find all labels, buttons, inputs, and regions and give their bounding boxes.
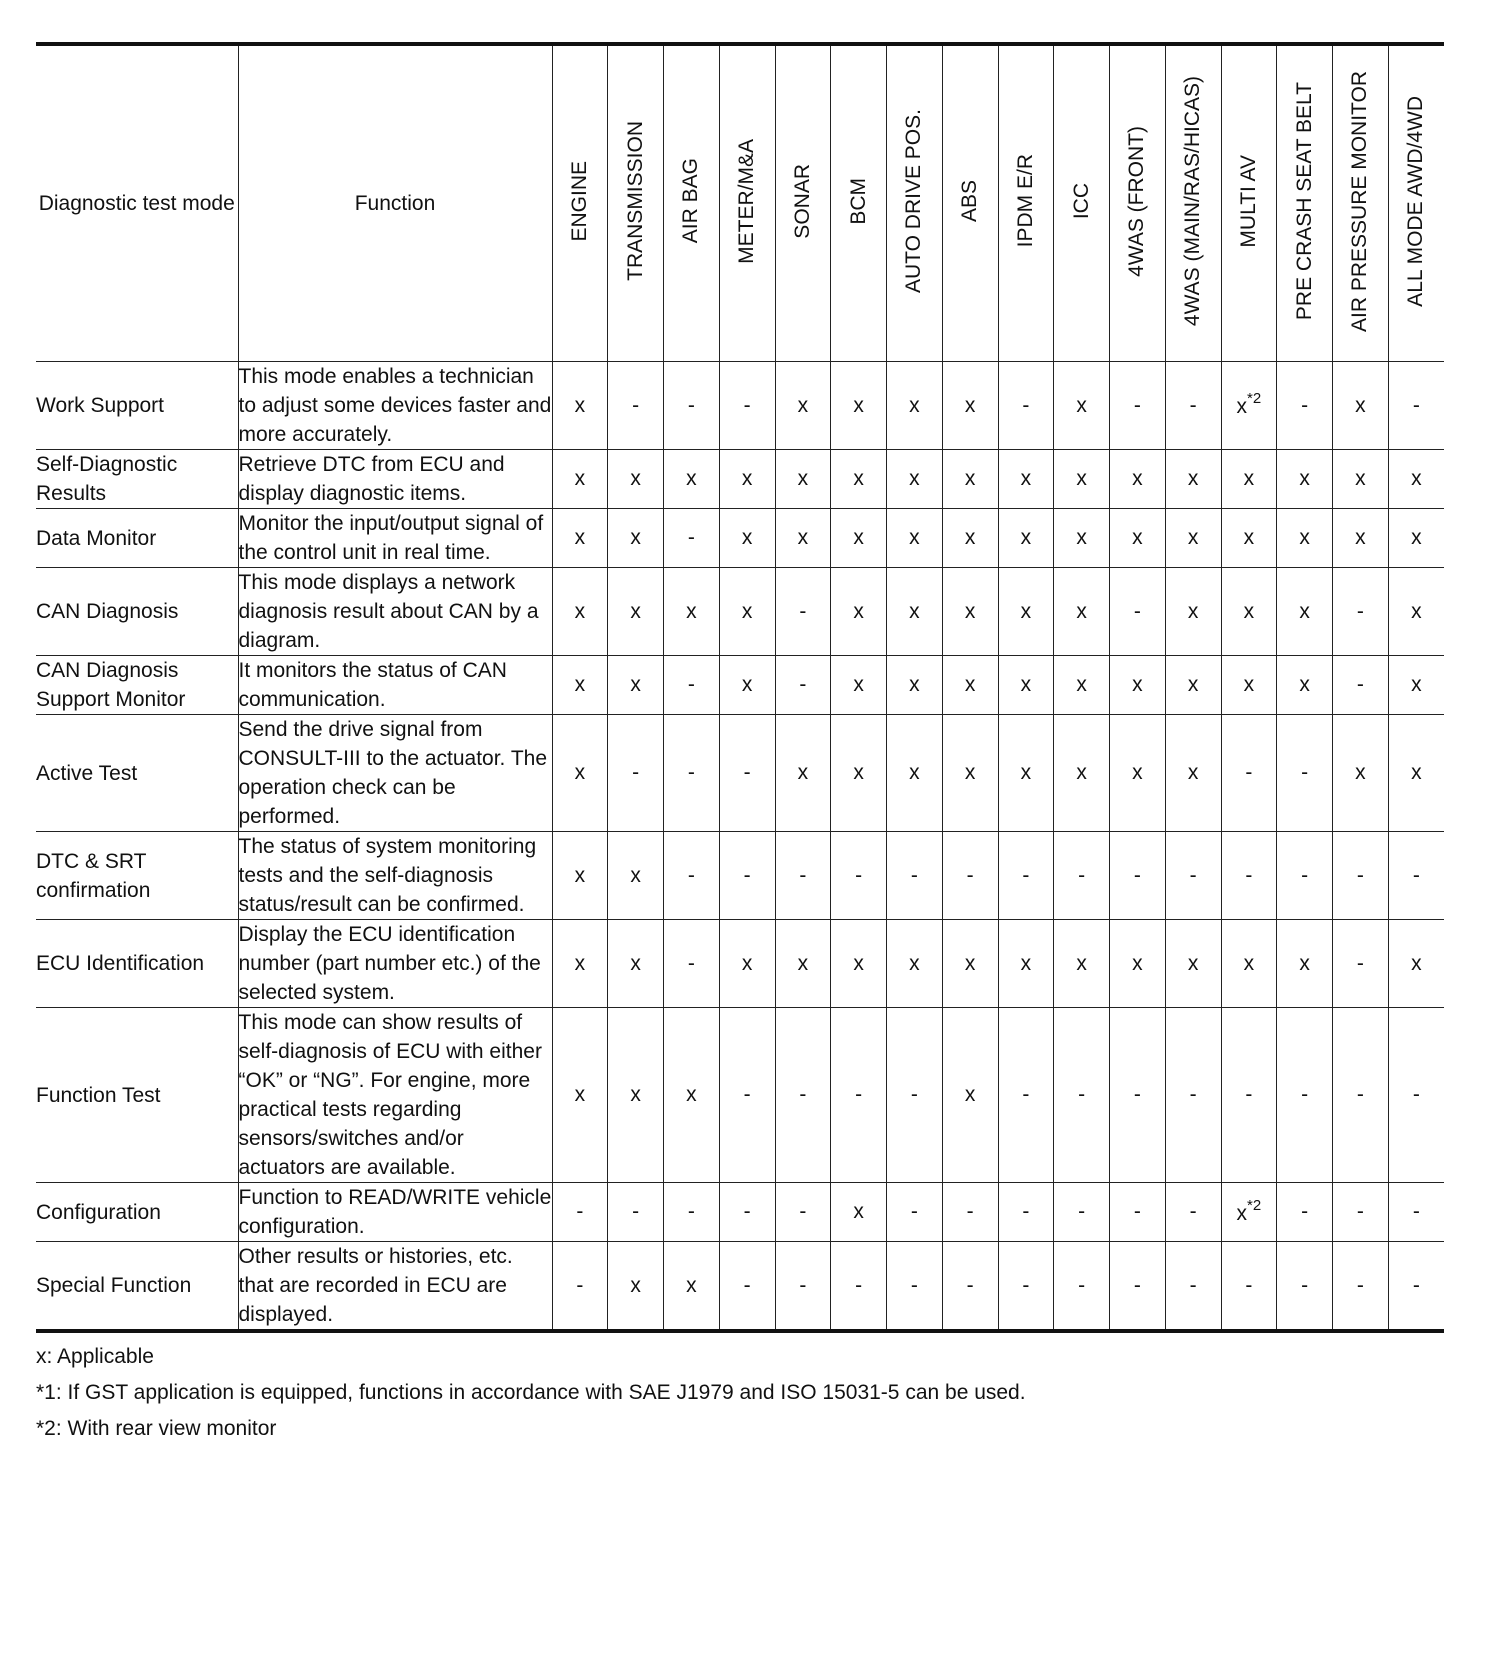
- applicability-cell: -: [1165, 362, 1221, 450]
- applicability-cell: x: [552, 362, 608, 450]
- table-row: [36, 656, 1444, 715]
- applicability-cell: -: [1388, 1183, 1444, 1242]
- note-2: *2: With rear view monitor: [36, 1417, 277, 1440]
- system-column-header: [608, 44, 664, 362]
- function-cell: This mode displays a network diagnosis result about CAN by a diagram.: [238, 568, 552, 656]
- applicability-cell: x: [552, 568, 608, 656]
- applicability-cell: x: [942, 715, 998, 832]
- applicability-cell: x: [887, 362, 943, 450]
- applicability-cell: x: [887, 920, 943, 1008]
- note-1: *1: If GST application is equipped, functions in accordance with SAE J1979 and ISO 15031-5 can be used.: [36, 1381, 1026, 1404]
- applicability-cell: -: [942, 832, 998, 920]
- applicability-cell: x: [998, 450, 1054, 509]
- table-row: [36, 920, 1444, 1008]
- function-cell: Function to READ/WRITE vehicle configuration.: [238, 1183, 552, 1242]
- system-header-label: ICC: [1069, 182, 1093, 220]
- applicability-cell: -: [719, 832, 775, 920]
- applicability-cell: -: [719, 362, 775, 450]
- system-header-label: PRE CRASH SEAT BELT: [1292, 81, 1316, 321]
- system-header-label: AUTO DRIVE POS.: [902, 109, 926, 293]
- table-row: [36, 832, 1444, 920]
- table-row: [36, 509, 1444, 568]
- applicability-cell: -: [1054, 832, 1110, 920]
- function-cell: This mode can show results of self-diagnosis of ECU with either “OK” or “NG”. For engine, more practical tests regarding sensors/switches and/or actuators are available.: [238, 1008, 552, 1183]
- mode-cell: Data Monitor: [36, 509, 238, 568]
- applicability-cell: -: [775, 1183, 831, 1242]
- applicability-cell: -: [1277, 715, 1333, 832]
- applicability-cell: -: [1388, 1242, 1444, 1332]
- system-column-header: [1277, 44, 1333, 362]
- table-row: [36, 450, 1444, 509]
- applicability-cell: -: [942, 1183, 998, 1242]
- mode-cell: Configuration: [36, 1183, 238, 1242]
- applicability-cell: -: [775, 832, 831, 920]
- applicability-cell: x: [1110, 509, 1166, 568]
- table-row: [36, 568, 1444, 656]
- applicability-cell: -: [1277, 1183, 1333, 1242]
- applicability-cell: x: [664, 1242, 720, 1332]
- system-header-label: BCM: [846, 177, 870, 225]
- applicability-cell: x: [1054, 509, 1110, 568]
- applicability-cell: x: [664, 1008, 720, 1183]
- applicability-cell: -: [1333, 920, 1389, 1008]
- applicability-cell: x: [942, 920, 998, 1008]
- applicability-cell: -: [552, 1242, 608, 1332]
- applicability-cell: -: [1110, 1183, 1166, 1242]
- applicability-cell: -: [1333, 1183, 1389, 1242]
- system-header-label: ABS: [958, 179, 982, 223]
- system-header-label: 4WAS (MAIN/RAS/HICAS): [1181, 75, 1205, 327]
- applicability-cell: x: [942, 362, 998, 450]
- mode-cell: DTC & SRT confirmation: [36, 832, 238, 920]
- applicability-cell: -: [1333, 656, 1389, 715]
- applicability-cell: x: [608, 450, 664, 509]
- applicability-cell: x: [998, 715, 1054, 832]
- applicability-cell: -: [719, 715, 775, 832]
- applicability-cell: x: [608, 509, 664, 568]
- applicability-cell: x: [831, 1183, 887, 1242]
- applicability-cell: -: [1054, 1008, 1110, 1183]
- applicability-cell: x: [998, 509, 1054, 568]
- applicability-cell: -: [887, 1242, 943, 1332]
- function-cell: Other results or histories, etc. that are recorded in ECU are displayed.: [238, 1242, 552, 1332]
- applicability-cell: x: [608, 920, 664, 1008]
- system-header-label: IPDM E/R: [1013, 154, 1037, 248]
- applicability-cell: x: [1277, 920, 1333, 1008]
- applicability-cell: x: [1110, 920, 1166, 1008]
- applicability-cell: -: [775, 656, 831, 715]
- system-column-header: [775, 44, 831, 362]
- applicability-cell: x: [719, 656, 775, 715]
- applicability-cell: x: [1110, 715, 1166, 832]
- applicability-cell: -: [998, 832, 1054, 920]
- applicability-cell: x: [719, 509, 775, 568]
- applicability-cell: x: [775, 715, 831, 832]
- table-row: [36, 362, 1444, 450]
- table-row: [36, 1008, 1444, 1183]
- applicability-cell: -: [608, 1183, 664, 1242]
- applicability-cell: -: [664, 509, 720, 568]
- applicability-cell: x: [1054, 450, 1110, 509]
- mode-cell: Active Test: [36, 715, 238, 832]
- applicability-cell: -: [1110, 362, 1166, 450]
- applicability-cell: -: [1333, 1008, 1389, 1183]
- applicability-cell: -: [998, 1183, 1054, 1242]
- applicability-cell: x: [1333, 509, 1389, 568]
- applicability-cell: -: [664, 1183, 720, 1242]
- applicability-cell: -: [1221, 1242, 1277, 1332]
- applicability-cell: x: [1221, 920, 1277, 1008]
- applicability-cell: x: [1054, 920, 1110, 1008]
- applicability-cell: x: [775, 450, 831, 509]
- applicability-cell: -: [1277, 362, 1333, 450]
- system-header-label: ALL MODE AWD/4WD: [1404, 95, 1428, 307]
- applicability-cell: -: [998, 1008, 1054, 1183]
- footnote-marker: *2: [1247, 1196, 1262, 1214]
- applicability-cell: x: [719, 920, 775, 1008]
- applicability-cell: -: [1277, 1008, 1333, 1183]
- applicability-cell: -: [1110, 832, 1166, 920]
- applicability-cell: -: [1221, 1008, 1277, 1183]
- applicability-cell: -: [1221, 715, 1277, 832]
- system-column-header: [942, 44, 998, 362]
- applicability-cell: x: [887, 450, 943, 509]
- applicability-cell: x: [608, 568, 664, 656]
- applicability-cell: x: [1221, 568, 1277, 656]
- applicability-cell: x: [552, 715, 608, 832]
- applicability-cell: x: [1388, 715, 1444, 832]
- applicability-cell: x: [831, 920, 887, 1008]
- applicability-cell: x: [942, 450, 998, 509]
- applicability-cell: x: [1165, 920, 1221, 1008]
- function-cell: The status of system monitoring tests and the self-diagnosis status/result can be confirmed.: [238, 832, 552, 920]
- applicability-cell: -: [998, 1242, 1054, 1332]
- applicability-cell: x: [887, 568, 943, 656]
- function-column-header: Function: [238, 44, 552, 362]
- applicability-cell: -: [1110, 1008, 1166, 1183]
- applicability-cell: x: [552, 920, 608, 1008]
- applicability-cell: -: [664, 656, 720, 715]
- applicability-cell: x: [1333, 715, 1389, 832]
- table-row: [36, 715, 1444, 832]
- applicability-cell: $x^{*2}$: [1221, 362, 1277, 450]
- applicability-cell: -: [831, 832, 887, 920]
- diagnostic-table-section: [36, 42, 1444, 1447]
- applicability-cell: x: [1388, 450, 1444, 509]
- applicability-cell: x: [1165, 450, 1221, 509]
- applicability-cell: -: [1165, 1242, 1221, 1332]
- applicability-cell: -: [887, 832, 943, 920]
- mode-cell: Work Support: [36, 362, 238, 450]
- function-cell: Retrieve DTC from ECU and display diagnostic items.: [238, 450, 552, 509]
- applicability-cell: x: [942, 568, 998, 656]
- applicability-cell: x: [1388, 568, 1444, 656]
- applicability-cell: -: [1165, 832, 1221, 920]
- system-column-header: [719, 44, 775, 362]
- applicability-cell: -: [1333, 568, 1389, 656]
- system-header-label: ENGINE: [567, 160, 591, 242]
- system-header-label: 4WAS (FRONT): [1125, 125, 1149, 277]
- mode-cell: ECU Identification: [36, 920, 238, 1008]
- applicability-cell: x: [775, 509, 831, 568]
- applicability-cell: x: [998, 920, 1054, 1008]
- applicability-cell: -: [1165, 1008, 1221, 1183]
- system-header-label: SONAR: [790, 163, 814, 239]
- applicability-cell: -: [1277, 1242, 1333, 1332]
- applicability-cell: x: [887, 509, 943, 568]
- applicability-cell: -: [664, 362, 720, 450]
- system-column-header: [1110, 44, 1166, 362]
- applicability-cell: -: [1333, 1242, 1389, 1332]
- applicability-cell: x: [887, 656, 943, 715]
- applicability-cell: -: [831, 1242, 887, 1332]
- system-column-header: [664, 44, 720, 362]
- applicability-cell: -: [664, 832, 720, 920]
- applicability-cell: x: [664, 568, 720, 656]
- applicability-cell: -: [1388, 832, 1444, 920]
- mode-cell: CAN Diagnosis: [36, 568, 238, 656]
- system-column-header: [1221, 44, 1277, 362]
- applicability-cell: x: [552, 832, 608, 920]
- applicability-cell: x: [942, 1008, 998, 1183]
- system-column-header: [552, 44, 608, 362]
- applicability-cell: x: [552, 656, 608, 715]
- applicability-cell: -: [1054, 1183, 1110, 1242]
- applicability-cell: -: [831, 1008, 887, 1183]
- applicability-cell: x: [1388, 920, 1444, 1008]
- applicability-cell: -: [1165, 1183, 1221, 1242]
- applicability-cell: x: [1388, 656, 1444, 715]
- applicability-cell: x: [1165, 568, 1221, 656]
- system-column-header: [1388, 44, 1444, 362]
- applicability-cell: x: [1277, 450, 1333, 509]
- applicability-cell: x: [1165, 509, 1221, 568]
- applicability-cell: x: [608, 1242, 664, 1332]
- applicability-cell: -: [664, 920, 720, 1008]
- applicability-cell: x: [552, 509, 608, 568]
- applicability-cell: x: [1054, 362, 1110, 450]
- applicability-cell: x: [719, 450, 775, 509]
- applicability-cell: x: [775, 920, 831, 1008]
- system-column-header: [1054, 44, 1110, 362]
- table-header-row: [36, 44, 1444, 362]
- system-header-label: TRANSMISSION: [623, 121, 647, 281]
- applicability-cell: -: [775, 568, 831, 656]
- applicability-cell: x: [887, 715, 943, 832]
- applicability-cell: x: [1054, 568, 1110, 656]
- applicability-cell: x: [1277, 656, 1333, 715]
- applicability-cell: -: [1110, 1242, 1166, 1332]
- applicability-cell: x: [831, 715, 887, 832]
- system-column-header: [831, 44, 887, 362]
- function-cell: Display the ECU identification number (part number etc.) of the selected system.: [238, 920, 552, 1008]
- applicability-cell: x: [1110, 450, 1166, 509]
- applicability-cell: -: [1388, 362, 1444, 450]
- applicability-cell: x: [552, 1008, 608, 1183]
- applicability-cell: x: [1277, 568, 1333, 656]
- applicability-cell: -: [1388, 1008, 1444, 1183]
- applicability-cell: -: [942, 1242, 998, 1332]
- table-notes: [36, 1339, 1444, 1447]
- diagnostic-mode-table: [36, 42, 1444, 1333]
- applicability-cell: x: [608, 832, 664, 920]
- applicability-cell: x: [942, 509, 998, 568]
- function-cell: It monitors the status of CAN communication.: [238, 656, 552, 715]
- applicability-cell: -: [719, 1242, 775, 1332]
- applicability-cell: x: [608, 1008, 664, 1183]
- applicability-cell: -: [775, 1242, 831, 1332]
- applicability-cell: x: [608, 656, 664, 715]
- function-cell: This mode enables a technician to adjust some devices faster and more accurately.: [238, 362, 552, 450]
- applicability-cell: x: [998, 656, 1054, 715]
- function-cell: Monitor the input/output signal of the control unit in real time.: [238, 509, 552, 568]
- applicability-cell: -: [608, 715, 664, 832]
- table-row: [36, 1183, 1444, 1242]
- applicability-cell: x: [1333, 450, 1389, 509]
- applicability-cell: x: [1388, 509, 1444, 568]
- applicability-cell: x: [1054, 656, 1110, 715]
- applicability-cell: -: [1221, 832, 1277, 920]
- applicability-cell: x: [664, 450, 720, 509]
- footnote-marker: *2: [1247, 390, 1262, 407]
- applicability-cell: x: [1333, 362, 1389, 450]
- applicability-cell: -: [719, 1183, 775, 1242]
- applicability-cell: x: [831, 450, 887, 509]
- system-column-header: [1165, 44, 1221, 362]
- applicability-cell: x: [831, 656, 887, 715]
- applicability-cell: -: [887, 1183, 943, 1242]
- system-column-header: [998, 44, 1054, 362]
- applicability-cell: x: [831, 362, 887, 450]
- applicability-cell: $x^{*2}$: [1221, 1183, 1277, 1242]
- applicability-cell: x: [552, 450, 608, 509]
- applicability-cell: x: [1054, 715, 1110, 832]
- mode-cell: Self-Diagnostic Results: [36, 450, 238, 509]
- function-cell: Send the drive signal from CONSULT-III to the actuator. The operation check can be performed.: [238, 715, 552, 832]
- applicability-cell: x: [1221, 656, 1277, 715]
- applicability-cell: -: [719, 1008, 775, 1183]
- applicability-cell: x: [775, 362, 831, 450]
- applicability-cell: -: [775, 1008, 831, 1183]
- applicability-cell: x: [1165, 656, 1221, 715]
- mode-cell: CAN Diagnosis Support Monitor: [36, 656, 238, 715]
- applicability-cell: -: [887, 1008, 943, 1183]
- system-column-header: [887, 44, 943, 362]
- applicability-cell: -: [1110, 568, 1166, 656]
- applicability-cell: x: [1277, 509, 1333, 568]
- applicability-cell: x: [998, 568, 1054, 656]
- applicability-cell: x: [1110, 656, 1166, 715]
- mode-cell: Function Test: [36, 1008, 238, 1183]
- applicability-cell: x: [719, 568, 775, 656]
- applicability-cell: -: [1054, 1242, 1110, 1332]
- applicability-cell: -: [1333, 832, 1389, 920]
- system-header-label: AIR PRESSURE MONITOR: [1348, 70, 1372, 332]
- applicability-cell: -: [664, 715, 720, 832]
- applicability-cell: x: [1221, 450, 1277, 509]
- applicability-cell: -: [998, 362, 1054, 450]
- applicability-cell: x: [942, 656, 998, 715]
- system-header-label: AIR BAG: [679, 158, 703, 244]
- system-header-label: METER/M&A: [735, 138, 759, 264]
- applicability-cell: x: [1221, 509, 1277, 568]
- applicability-cell: -: [1277, 832, 1333, 920]
- applicability-cell: x: [831, 509, 887, 568]
- mode-cell: Special Function: [36, 1242, 238, 1332]
- applicability-cell: x: [1165, 715, 1221, 832]
- applicability-cell: x: [831, 568, 887, 656]
- note-applicable: x: Applicable: [36, 1345, 154, 1368]
- system-column-header: [1333, 44, 1389, 362]
- mode-column-header: Diagnostic test mode: [36, 44, 238, 362]
- applicability-cell: -: [608, 362, 664, 450]
- applicability-cell: -: [552, 1183, 608, 1242]
- table-row: [36, 1242, 1444, 1332]
- system-header-label: MULTI AV: [1236, 154, 1260, 248]
